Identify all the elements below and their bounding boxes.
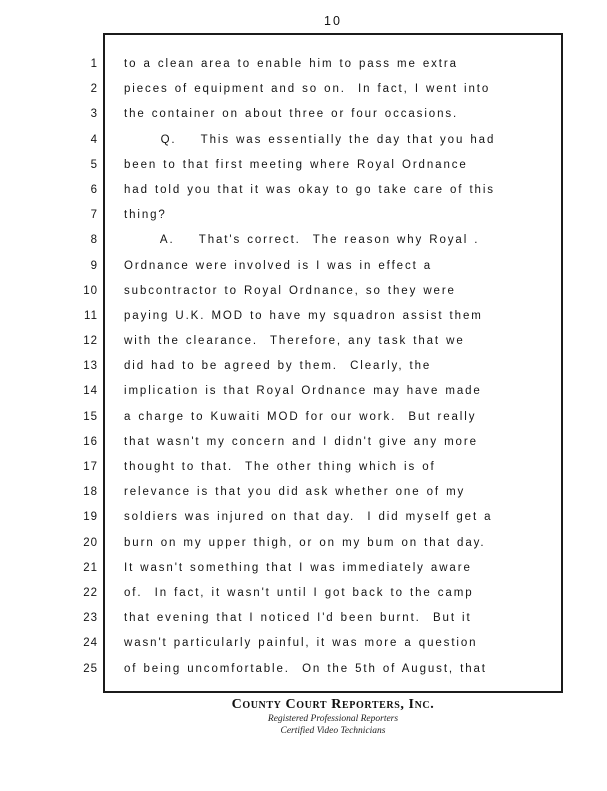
line-number: 13 (83, 360, 98, 373)
transcript-line-text: been to that first meeting where Royal Ordnance (124, 158, 468, 171)
transcript-line (70, 102, 570, 127)
transcript-line-text: Q. This was essentially the day that you had (124, 133, 496, 146)
line-number: 9 (90, 259, 98, 272)
transcript-line-text: the container on about three or four occasions. (124, 108, 459, 121)
transcript-line-text: subcontractor to Royal Ordnance, so they were (124, 284, 456, 297)
page-number: 10 (324, 14, 342, 28)
line-number: 19 (83, 511, 98, 524)
line-number: 6 (90, 183, 98, 196)
transcript-line-text: had told you that it was okay to go take care of this (124, 183, 495, 196)
line-number: 24 (83, 637, 98, 650)
line-number: 21 (83, 561, 98, 574)
transcript-line (70, 657, 570, 682)
transcript-line (70, 228, 570, 253)
transcript-line (70, 178, 570, 203)
transcript-line (70, 329, 570, 354)
transcript-line-text: burn on my upper thigh, or on my bum on that day. (124, 536, 486, 549)
transcript-line (70, 379, 570, 404)
transcript-line-text: soldiers was injured on that day. I did myself get a (124, 511, 493, 524)
transcript-line-text: that evening that I noticed I'd been burnt. But it (124, 612, 472, 625)
transcript-line-text: a charge to Kuwaiti MOD for our work. But really (124, 410, 477, 423)
footer (103, 697, 563, 737)
transcript-line-text: relevance is that you did ask whether one of my (124, 486, 466, 499)
transcript-line-text: of. In fact, it wasn't until I got back to the camp (124, 586, 474, 599)
transcript-line (70, 52, 570, 77)
transcript-line-text: implication is that Royal Ordnance may have made (124, 385, 482, 398)
transcript-line (70, 480, 570, 505)
transcript-line (70, 405, 570, 430)
transcript-line (70, 77, 570, 102)
line-number: 12 (83, 335, 98, 348)
line-number: 8 (90, 234, 98, 247)
transcript-line (70, 505, 570, 530)
transcript-line-text: thought to that. The other thing which is of (124, 461, 436, 473)
transcript-line (70, 203, 570, 228)
transcript-line-text: of being uncomfortable. On the 5th of August, that (124, 662, 487, 675)
transcript-line-text: Ordnance were involved is I was in effect a (124, 259, 433, 272)
transcript-line (70, 304, 570, 329)
transcript-line-text: thing? (124, 209, 167, 222)
transcript-line (70, 153, 570, 178)
transcript-line-text: wasn't particularly painful, it was more a question (124, 637, 478, 650)
transcript-line (70, 455, 570, 480)
transcript-line (70, 354, 570, 379)
line-number: 4 (90, 133, 98, 146)
line-number: 16 (83, 435, 98, 448)
transcript-line (70, 430, 570, 455)
transcript-line-text: A. That's correct. The reason why Royal . (124, 234, 480, 247)
line-number: 7 (90, 209, 98, 222)
line-number: 25 (83, 662, 98, 675)
line-number: 22 (83, 586, 98, 599)
line-number: 2 (90, 83, 98, 96)
line-number: 11 (84, 309, 98, 322)
footer-tagline-1: Registered Professional Reporters (267, 714, 399, 724)
line-number: 10 (83, 284, 98, 297)
transcript-line (70, 606, 570, 631)
transcript-line (70, 581, 570, 606)
transcript-line-text: paying U.K. MOD to have my squadron assist them (124, 309, 483, 322)
transcript-line-text: with the clearance. Therefore, any task that we (124, 335, 465, 348)
line-number: 17 (83, 461, 98, 473)
transcript-line-text: that wasn't my concern and I didn't give any more (124, 435, 478, 448)
transcript-line (70, 531, 570, 556)
transcript-line-text: pieces of equipment and so on. In fact, I went into (124, 83, 491, 96)
line-number: 1 (90, 58, 98, 70)
transcript-line-text: did had to be agreed by them. Clearly, the (124, 360, 432, 373)
transcript-line-text: It wasn't something that I was immediately aware (124, 561, 472, 574)
transcript-body (70, 52, 570, 682)
footer-tagline-2: Certified Video Technicians (280, 725, 386, 736)
transcript-line-text: to a clean area to enable him to pass me extra (124, 58, 458, 70)
transcript-line (70, 556, 570, 581)
line-number: 14 (83, 385, 98, 398)
line-number: 15 (83, 410, 98, 423)
footer-company-name: County Court Reporters, Inc. (231, 697, 435, 712)
line-number: 18 (83, 486, 98, 499)
line-number: 5 (90, 158, 98, 171)
line-number: 20 (83, 536, 98, 549)
line-number: 23 (83, 612, 98, 625)
transcript-line (70, 128, 570, 153)
transcript-line (70, 279, 570, 304)
line-number: 3 (90, 108, 98, 121)
transcript-line (70, 254, 570, 279)
transcript-line (70, 631, 570, 656)
